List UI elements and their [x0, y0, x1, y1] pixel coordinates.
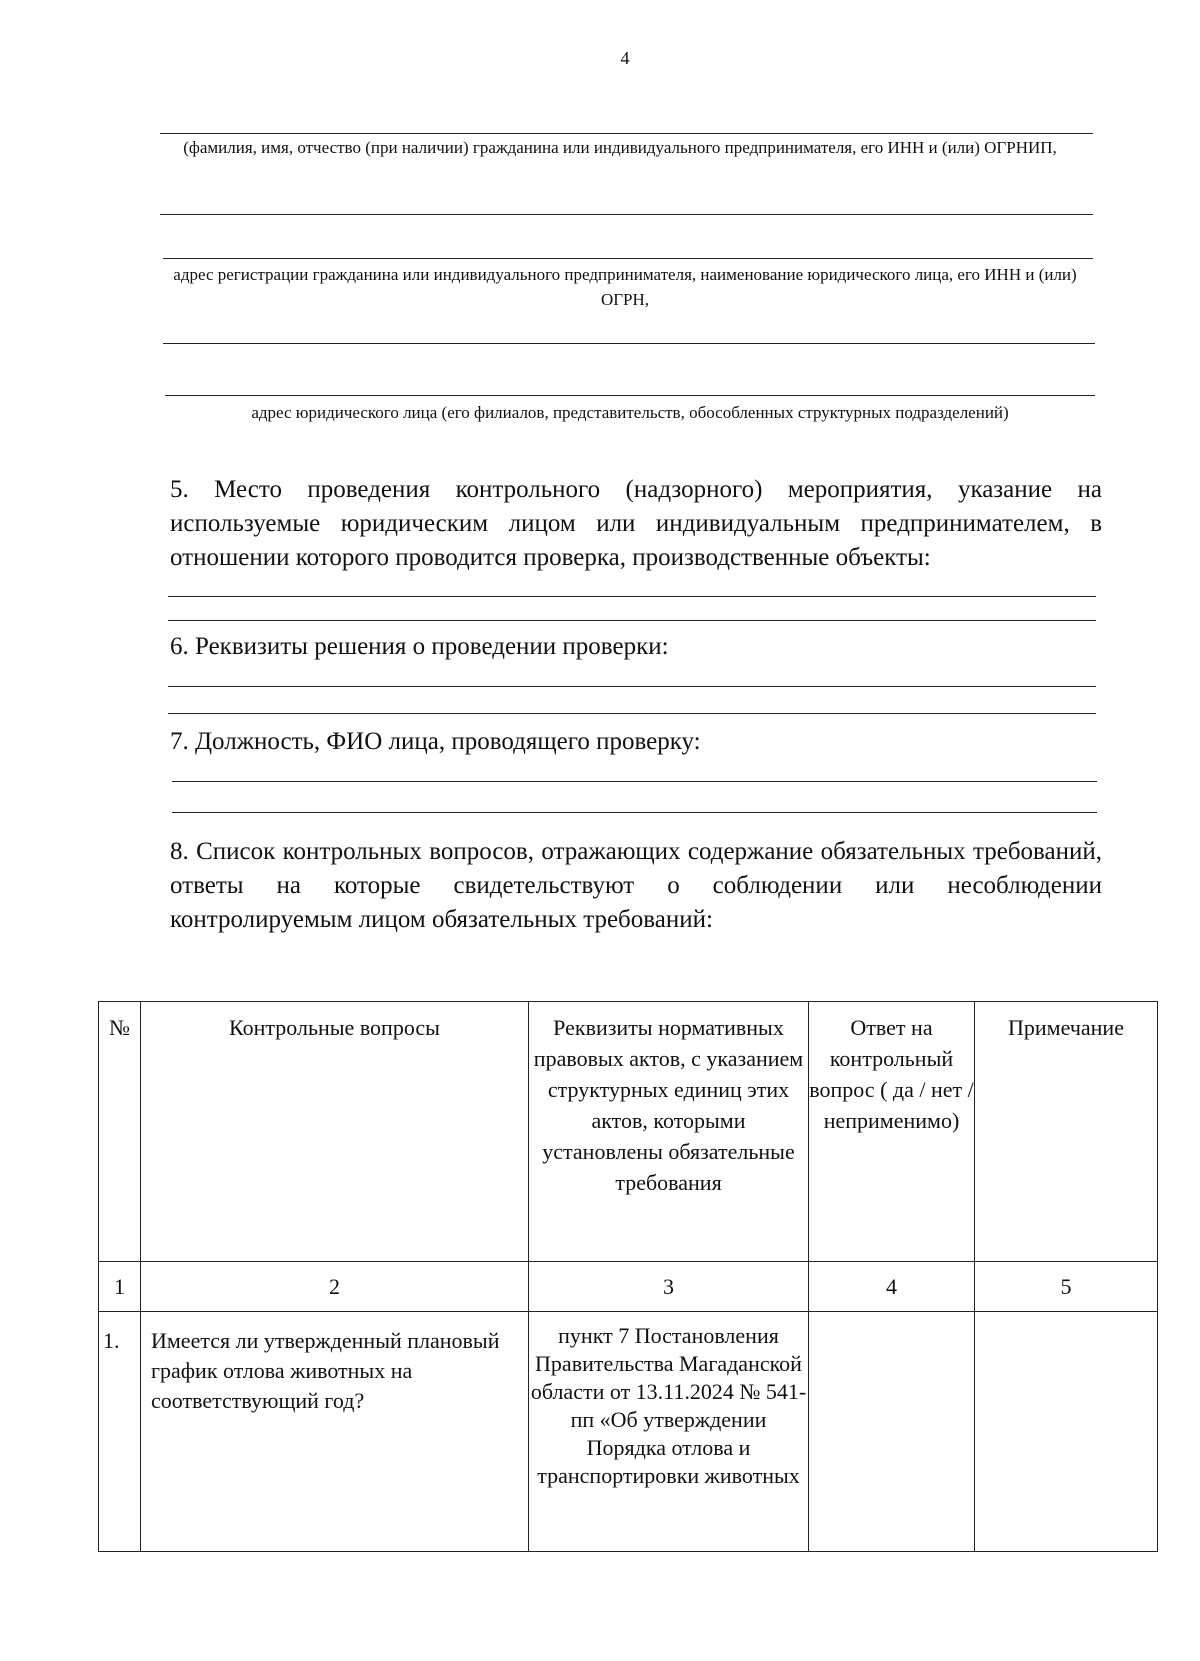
fill-line: [172, 781, 1097, 782]
caption-reg-address: адрес регистрации гражданина или индивидуального предпринимателя, наименование юридического лица, его ИНН и (или) ОГРН,: [173, 265, 1077, 309]
row-question: Имеется ли утвержденный плановый график отлова животных на соответствующий год?: [141, 1312, 529, 1552]
column-number: 5: [975, 1262, 1158, 1312]
header-note: Примечание: [975, 1002, 1158, 1262]
fill-line: [168, 620, 1096, 621]
row-answer-cell[interactable]: [809, 1312, 975, 1552]
table-row: [99, 1312, 1158, 1552]
section-5-text: 5. Место проведения контрольного (надзорного) мероприятия, указание на используемые юридическим лицом или индивидуальным предпринимателем, в отношении которого проводится проверка, производственные объекты:: [170, 476, 1102, 571]
section-7-text: 7. Должность, ФИО лица, проводящего проверку:: [170, 728, 701, 755]
section-8-text: 8. Список контрольных вопросов, отражающих содержание обязательных требований, ответы на которые свидетельствуют о соблюдении или несоблюдении контролируемым лицом обязательных требований:: [170, 838, 1102, 933]
column-number: 2: [141, 1262, 529, 1312]
fill-line: [163, 343, 1095, 344]
fill-line: [168, 596, 1096, 597]
column-number: 3: [529, 1262, 809, 1312]
column-number-row: [99, 1262, 1158, 1312]
row-number: 1.: [99, 1312, 141, 1552]
column-number: 4: [809, 1262, 975, 1312]
fill-line: [165, 395, 1095, 396]
page-number: 4: [620, 48, 630, 68]
row-note-cell[interactable]: [975, 1312, 1158, 1552]
header-questions: Контрольные вопросы: [141, 1002, 529, 1262]
header-legal-acts: Реквизиты нормативных правовых актов, с указанием структурных единиц этих актов, которыми установлены обязательные требования: [529, 1002, 809, 1262]
fill-line: [172, 812, 1097, 813]
section-6-text: 6. Реквизиты решения о проведении проверки:: [170, 633, 669, 660]
column-number: 1: [99, 1262, 141, 1312]
header-answer: Ответ на контрольный вопрос ( да / нет / неприменимо): [809, 1002, 975, 1262]
fill-line: [163, 258, 1093, 259]
caption-legal-address: адрес юридического лица (его филиалов, представительств, обособленных структурных подразделений): [251, 403, 1009, 422]
header-number: №: [99, 1002, 141, 1262]
row-legal-act: пункт 7 Постановления Правительства Магаданской области от 13.11.2024 № 541-пп «Об утверждении Порядка отлова и транспортировки животных: [529, 1312, 809, 1552]
control-questions-table: [98, 1001, 1158, 1552]
fill-line: [168, 713, 1096, 714]
fill-line: [160, 214, 1093, 215]
table-header-row: [99, 1002, 1158, 1262]
fill-line: [160, 133, 1093, 134]
fill-line: [168, 686, 1096, 687]
caption-fio: (фамилия, имя, отчество (при наличии) гражданина или индивидуального предпринимателя, его ИНН и (или) ОГРНИП,: [183, 138, 1057, 157]
